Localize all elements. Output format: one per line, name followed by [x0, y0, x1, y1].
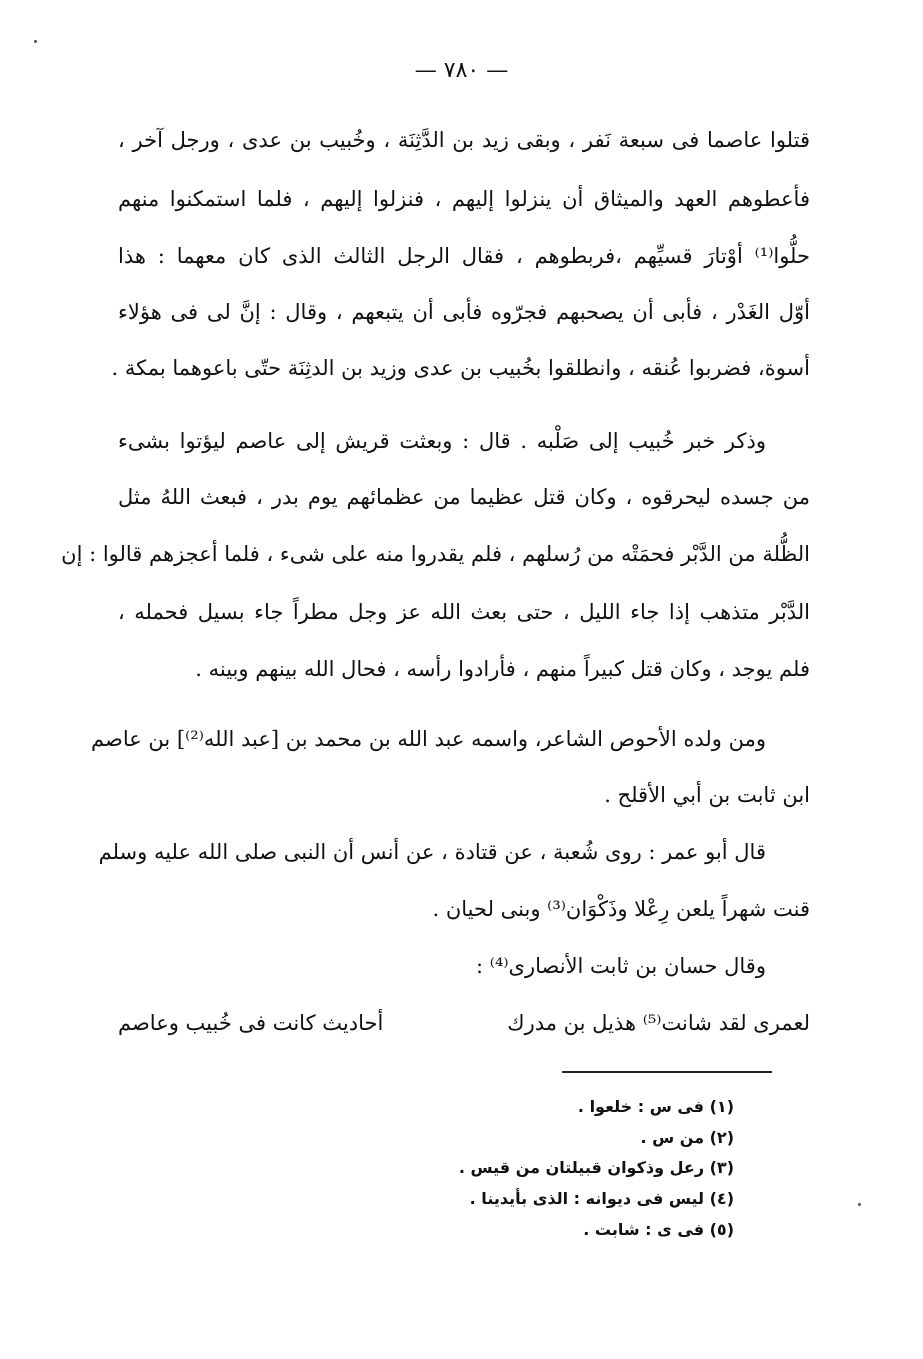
paragraph-5-line-1: وقال حسان بن ثابت الأنصارى⁽⁴⁾ : [476, 954, 766, 978]
footnote-4: (٤) ليس فى ديوانه : الذى بأيدينا . [469, 1189, 734, 1208]
page-number: — ٧٨٠ — [414, 58, 509, 83]
paragraph-1-line-2: فأعطوهم العهد والميثاق أن ينزلوا إليهم ، فنزلوا إليهم ، فلما استمكنوا منهم [118, 187, 810, 211]
paragraph-2-line-5: فلم يوجد ، وكان قتل كبيراً منهم ، فأرادوا رأسه ، فحال الله بينهم وبينه . [195, 657, 810, 681]
paragraph-1-line-5: أسوة، فضربوا عُنقه ، وانطلقوا بخُبيب بن عدى وزيد بن الدثِنَة حتّى باعوهما بمكة . [111, 356, 810, 380]
footnote-5: (٥) فى ى : شابت . [583, 1220, 734, 1239]
paragraph-2-line-4: الدَّبْر متذهب إذا جاء الليل ، حتى بعث الله عز وجل مطراً جاء بسيل فحمله ، [118, 600, 810, 624]
paragraph-2-line-1: وذكر خبر خُبيب إلى صَلْبه . قال : وبعثت قريش إلى عاصم ليؤتوا بشىء [118, 429, 766, 453]
paragraph-1-line-4: أوّل الغَدْر ، فأبى أن يصحبهم فجرّوه فأبى أن يتبعهم ، وقال : إنَّ لى فى هؤلاء [118, 300, 810, 324]
poem-second-hemistich: أحاديث كانت فى خُبيب وعاصم [118, 1011, 384, 1035]
paragraph-1-line-1: قتلوا عاصما فى سبعة نَفر ، وبقى زيد بن الدَّثِنَة ، وخُبيب بن عدى ، ورجل آخر ، [118, 128, 810, 152]
footnote-3: (٣) رعل وذكوان قبيلتان من قيس . [458, 1158, 734, 1177]
paragraph-2-line-3: الظُّلة من الدَّبْر فحمَتْه من رُسلهم ، فلم يقدروا منه على شىء ، فلما أعجزهم قالوا : إن [61, 542, 810, 566]
scan-speck [858, 1203, 861, 1206]
scan-speck [34, 40, 37, 43]
paragraph-3-line-2: ابن ثابت بن أبي الأقلح . [604, 783, 810, 807]
footnote-2: (٢) من س . [640, 1128, 734, 1147]
footnote-separator [562, 1071, 772, 1073]
paragraph-2-line-2: من جسده ليحرقوه ، وكان قتل عظيما من عظمائهم يوم بدر ، فبعث اللهُ مثل [118, 485, 810, 509]
paragraph-3-line-1: ومن ولده الأحوص الشاعر، واسمه عبد الله بن محمد بن [عبد الله⁽²⁾] بن عاصم [91, 727, 766, 751]
paragraph-4-line-2: قنت شهراً يلعن رِعْلا وذَكْوَان⁽³⁾ وبنى لحيان . [432, 897, 810, 921]
paragraph-1-line-3: حلُّوا⁽¹⁾ أوْتارَ قسيِّهم ،فربطوهم ، فقال الرجل الثالث الذى كان معهما : هذا [118, 244, 810, 268]
poem-first-hemistich: لعمرى لقد شانت⁽⁵⁾ هذيل بن مدرك [507, 1011, 810, 1035]
footnote-1: (١) فى س : خلعوا . [577, 1097, 734, 1116]
paragraph-4-line-1: قال أبو عمر : روى شُعبة ، عن قتادة ، عن أنس أن النبى صلى الله عليه وسلم [98, 840, 766, 864]
